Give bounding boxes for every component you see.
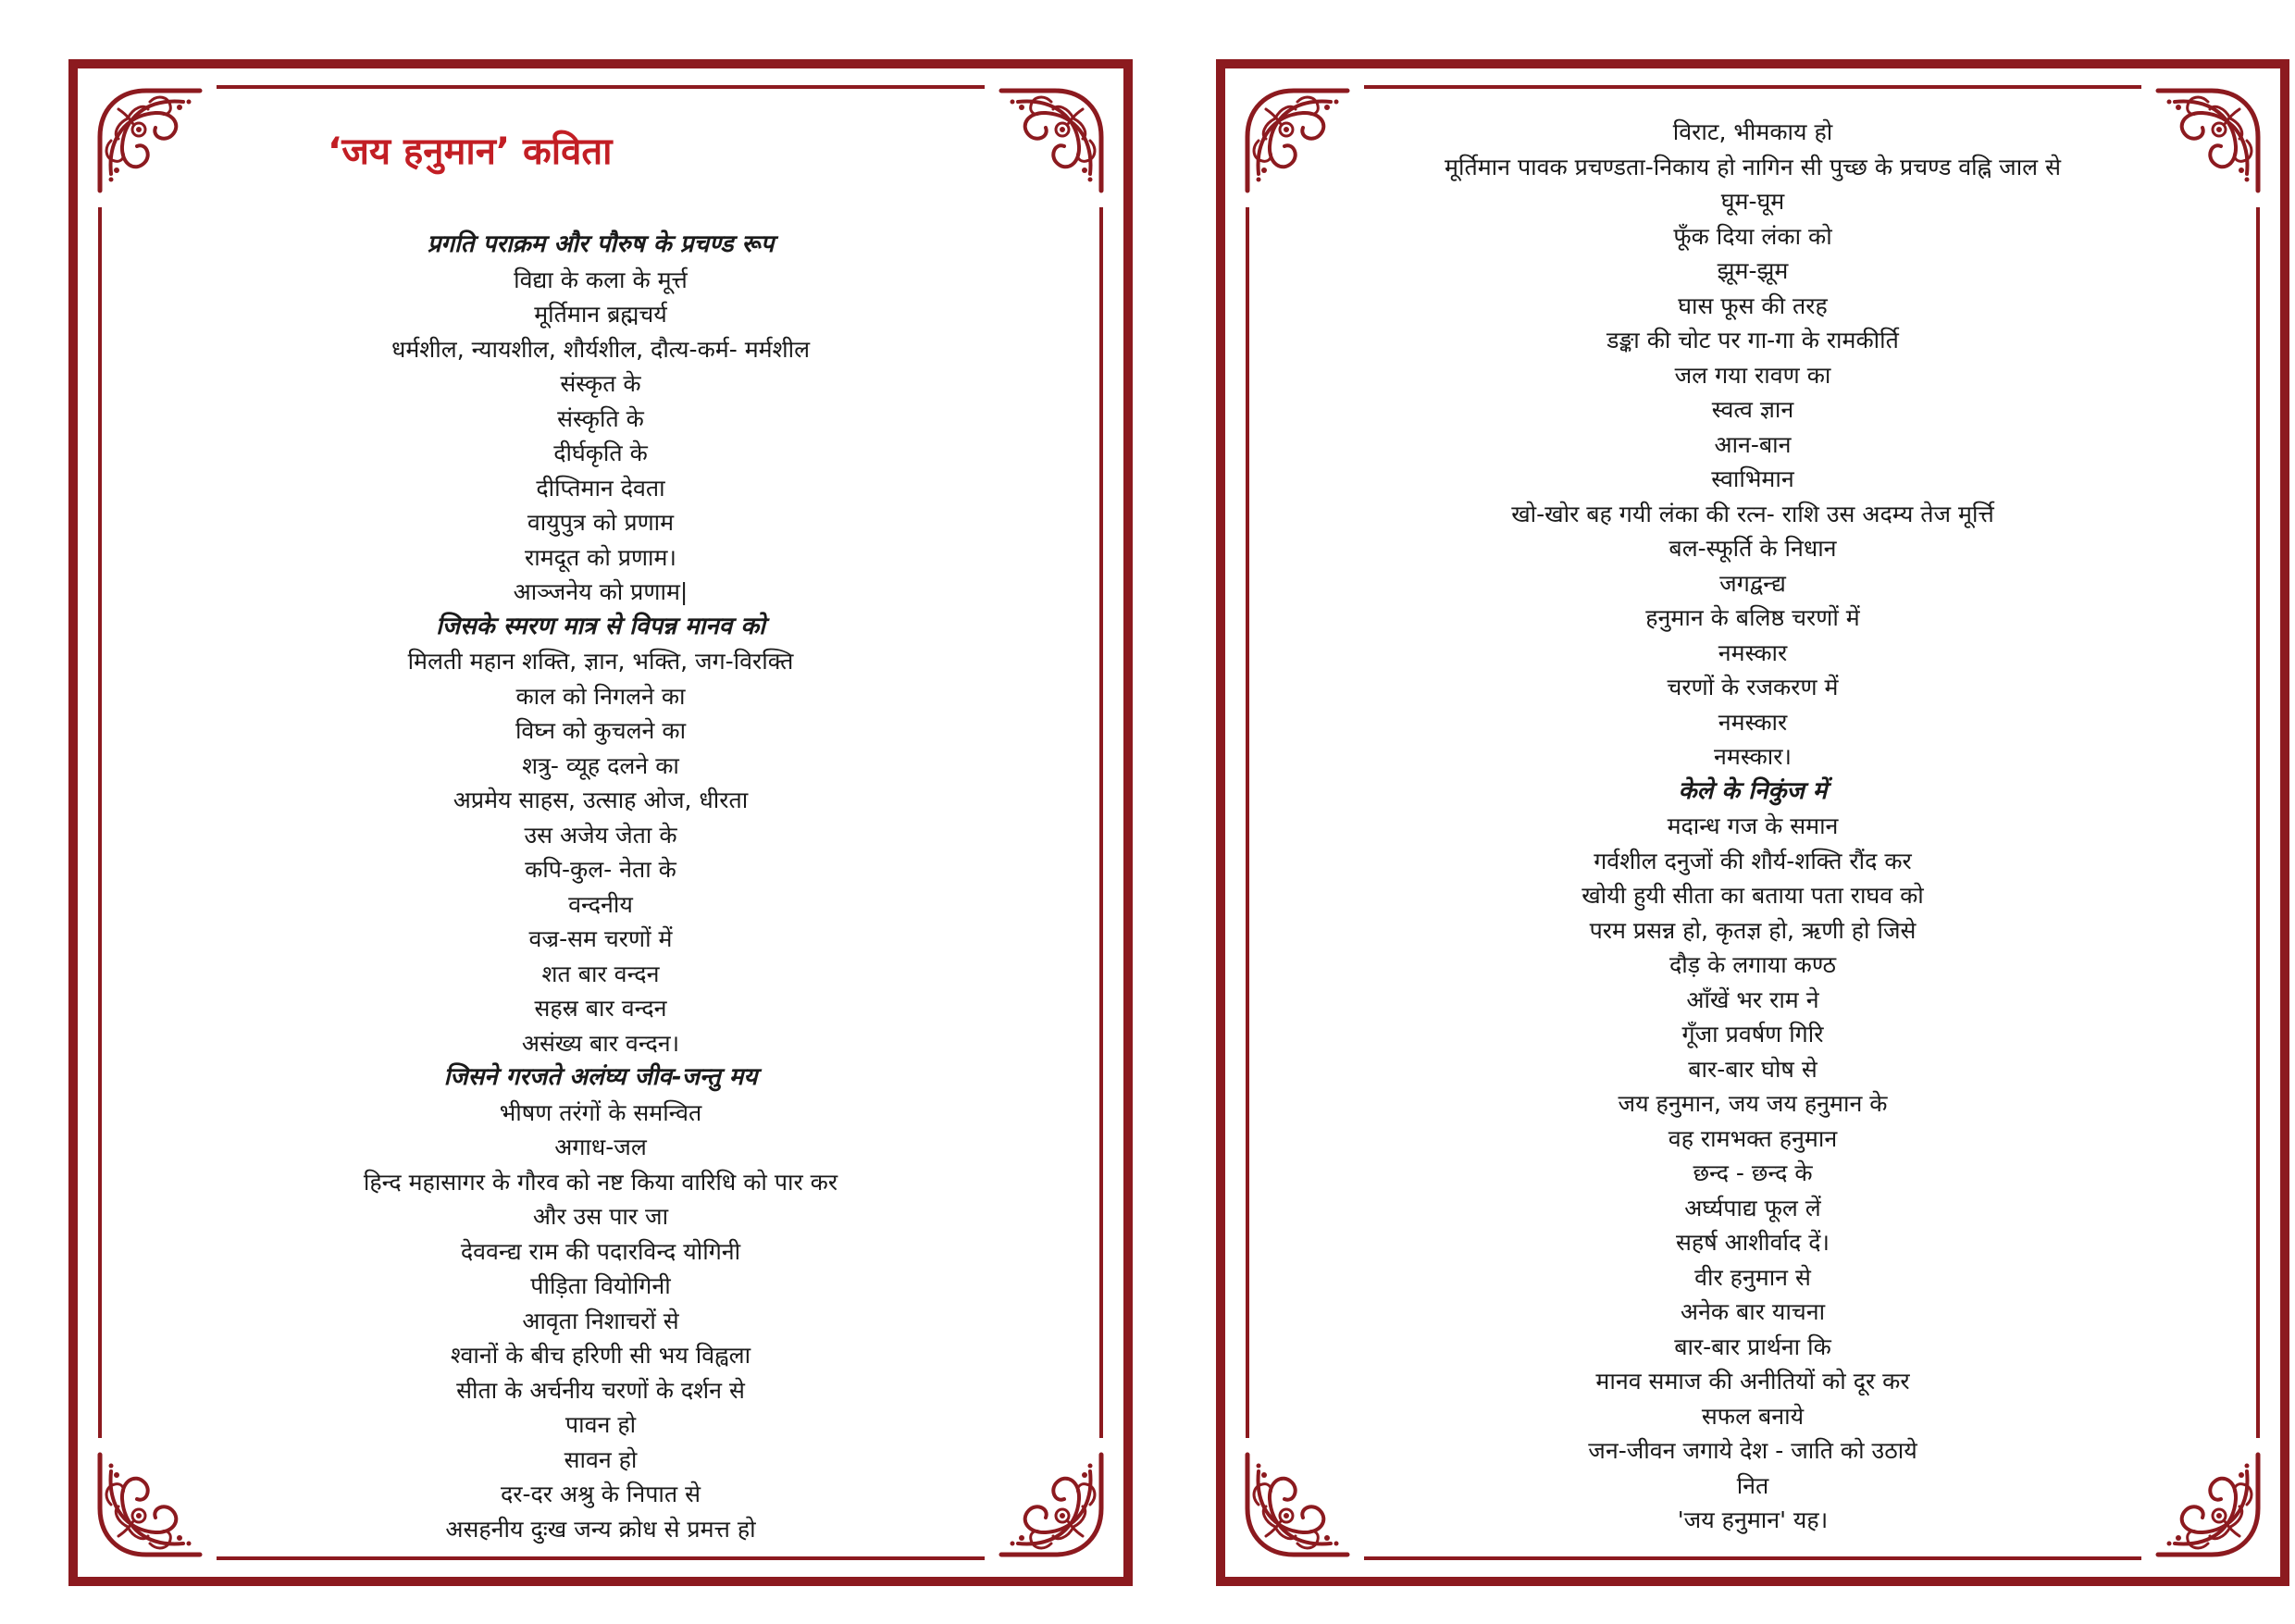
poem-line: अनेक बार याचना <box>1680 1298 1826 1325</box>
poem-line: उस अजेय जेता के <box>524 821 677 849</box>
poem-title: ‘जय हनुमान’ कविता <box>328 130 613 173</box>
poem-line: मिलती महान शक्ति, ज्ञान, भक्ति, जग-विरक्ति <box>407 648 794 675</box>
poem-line: वीर हनुमान से <box>1694 1263 1811 1291</box>
poem-line: आँखें भर राम ने <box>1686 986 1819 1013</box>
poem-line: सीता के अर्चनीय चरणों के दर्शन से <box>456 1376 745 1404</box>
poem-line: आवृता निशाचरों से <box>522 1307 679 1334</box>
poem-line: मूर्तिमान पावक प्रचण्डता-निकाय हो नागिन सी पुच्छ के प्रचण्ड वह्नि जाल से <box>1445 153 2061 180</box>
poem-line: अगाध-जल <box>554 1134 647 1160</box>
poem-line: असहनीय दुःख जन्य क्रोध से प्रमत्त हो <box>445 1515 756 1543</box>
poem-line: और उस पार जा <box>532 1203 669 1230</box>
poem-line: घास फूस की तरह <box>1678 291 1828 319</box>
poem-line: काल को निगलने का <box>515 682 686 710</box>
poem-line: धर्मशील, न्यायशील, शौर्यशील, दौत्य-कर्म- मर्मशील <box>391 335 811 363</box>
poem-line: नमस्कार <box>1718 638 1788 666</box>
poem-line: श्वानों के बीच हरिणी सी भय विह्वला <box>450 1342 751 1369</box>
poem-line: संस्कृति के <box>557 404 644 432</box>
poem-line: मदान्ध गज के समान <box>1667 812 1839 839</box>
corner-flourish-icon <box>992 81 1110 200</box>
poem-line: नमस्कार। <box>1714 743 1792 770</box>
poem-line: हिन्द महासागर के गौरव को नष्ट किया वारिधि को पार कर <box>363 1168 838 1196</box>
bottom-rule <box>217 1556 985 1560</box>
poem-line: अर्घ्यपाद्य फूल लें <box>1684 1194 1821 1221</box>
poem-line: सावन हो <box>564 1445 638 1473</box>
stanza-heading: जिसके स्मरण मात्र से विपन्न मानव को <box>436 612 765 640</box>
poem-line: झूम-झूम <box>1717 257 1789 284</box>
poem-line: डङ्का की चोट पर गा-गा के रामकीर्ति <box>1606 327 1899 353</box>
poem-line: बार-बार घोष से <box>1688 1055 1817 1083</box>
poem-line: मानव समाज की अनीतियों को दूर कर <box>1595 1368 1910 1395</box>
poem-line: दौड़ के लगाया कण्ठ <box>1669 951 1836 978</box>
poem-line: दर-दर अश्रु के निपात से <box>501 1481 701 1507</box>
poem-line: देववन्द्य राम की पदारविन्द योगिनी <box>460 1237 741 1265</box>
top-rule <box>217 85 985 89</box>
poem-body <box>1225 115 2280 1538</box>
poem-line: खोयी हुयी सीता का बताया पता राघव को <box>1582 882 1924 909</box>
poem-line: वह रामभक्त हनुमान <box>1668 1124 1838 1152</box>
poem-line: आञ्जनेय को प्रणाम| <box>513 578 688 605</box>
poem-line: सफल बनाये <box>1701 1402 1805 1430</box>
poem-line: स्वत्व ज्ञान <box>1711 396 1794 423</box>
poem-line: वन्दनीय <box>568 890 633 918</box>
poem-line: रामदूत को प्रणाम। <box>525 543 676 571</box>
stanza-heading: जिसने गरजते अलंघ्य जीव-जन्तु मय <box>443 1063 758 1091</box>
poem-line: जगद्वन्द्य <box>1719 569 1786 597</box>
poem-line: नित <box>1736 1471 1769 1499</box>
poem-line: आन-बान <box>1714 430 1792 458</box>
poem-line: विराट, भीमकाय हो <box>1672 118 1833 145</box>
poem-line: बल-स्फूर्ति के निधान <box>1669 535 1837 562</box>
poem-line: सहस्र बार वन्दन <box>534 995 667 1022</box>
poem-line: दीर्घकृति के <box>553 440 648 466</box>
poem-line: 'जय हनुमान' यह। <box>1677 1506 1829 1533</box>
top-rule <box>1364 85 2141 89</box>
poem-line: छन्द - छन्द के <box>1693 1159 1813 1186</box>
stanza-heading: केले के निकुंज में <box>1678 776 1828 805</box>
poem-line: घूम-घूम <box>1720 188 1785 215</box>
poem-line: नमस्कार <box>1718 708 1788 736</box>
poem-line: गर्वशील दनुजों की शौर्य-शक्ति रौंद कर <box>1594 847 1912 874</box>
poem-line: जय हनुमान, जय जय हनुमान के <box>1618 1090 1888 1117</box>
poem-line: पावन हो <box>564 1411 637 1438</box>
poem-line: असंख्य बार वन्दन। <box>521 1029 680 1057</box>
poem-line: बार-बार प्रार्थना कि <box>1674 1333 1831 1360</box>
page-left <box>68 59 1133 1586</box>
poem-line: दीप्तिमान देवता <box>536 474 665 502</box>
poem-line: अप्रमेय साहस, उत्साह ओज, धीरता <box>453 787 749 813</box>
poem-line: विद्या के कला के मूर्त्त <box>514 266 688 293</box>
bottom-rule <box>1364 1556 2141 1560</box>
poem-line: वज्र-सम चरणों में <box>528 925 673 952</box>
page-right <box>1216 59 2289 1586</box>
poem-line: मूर्तिमान ब्रह्मचर्य <box>534 301 667 328</box>
poem-line: गूँजा प्रवर्षण गिरि <box>1681 1021 1824 1048</box>
poem-body <box>78 228 1123 1546</box>
poem-line: हनुमान के बलिष्ठ चरणों में <box>1645 604 1860 631</box>
stanza-heading: प्रगति पराक्रम और पौरुष के प्रचण्ड रूप <box>427 230 775 258</box>
poem-line: फूँक दिया लंका को <box>1673 222 1832 250</box>
poem-line: पीड़िता वियोगिनी <box>530 1272 671 1299</box>
poem-line: शत्रु- व्यूह दलने का <box>522 751 679 779</box>
poem-line: खो-खोर बह गयी लंका की रत्न- राशि उस अदम्य तेज मूर्त्ति <box>1511 500 1994 527</box>
poem-line: स्वाभिमान <box>1711 465 1794 492</box>
poem-line: विघ्न को कुचलने का <box>515 717 687 744</box>
poem-line: कपि-कुल- नेता के <box>525 856 676 883</box>
poem-line: परम प्रसन्न हो, कृतज्ञ हो, ऋणी हो जिसे <box>1589 916 1917 944</box>
poem-line: भीषण तरंगों के समन्वित <box>499 1098 702 1126</box>
poem-line: चरणों के रजकरण में <box>1667 674 1839 700</box>
poem-line: जन-जीवन जगाये देश - जाति को उठाये <box>1588 1437 1917 1464</box>
poem-line: संस्कृत के <box>560 370 641 397</box>
poem-line: वायुपुत्र को प्रणाम <box>527 509 675 536</box>
poem-line: सहर्ष आशीर्वाद दें। <box>1676 1229 1830 1256</box>
poem-line: शत बार वन्दन <box>541 960 660 987</box>
poem-line: जल गया रावण का <box>1674 361 1831 389</box>
corner-flourish-icon <box>91 81 209 200</box>
